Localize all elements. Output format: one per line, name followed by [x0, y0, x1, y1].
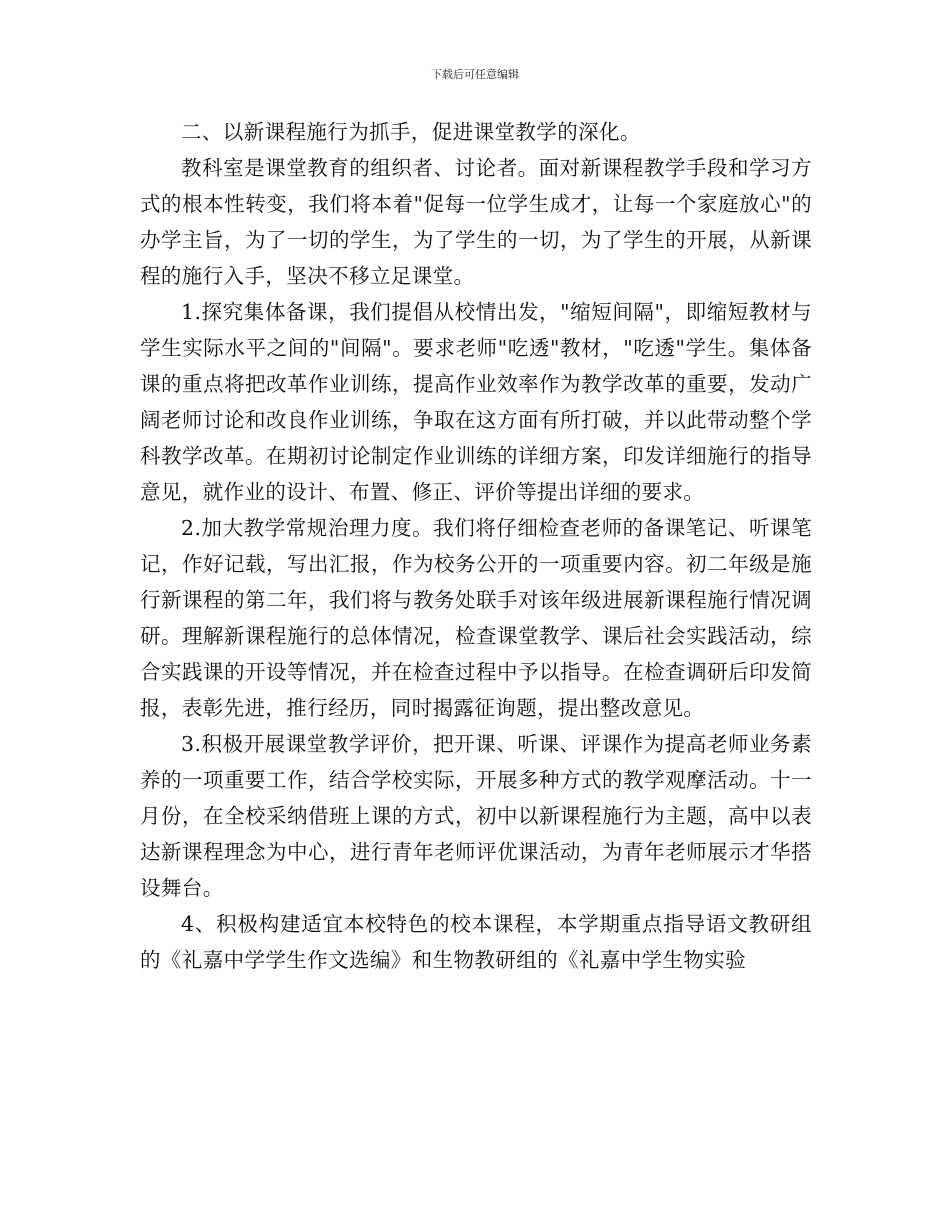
paragraph-item-4: 4、积极构建适宜本校特色的校本课程，本学期重点指导语文教研组的《礼嘉中学学生作文选编》和生物教研组的《礼嘉中学生物实验: [140, 912, 812, 972]
paragraph-item-1: 1.探究集体备课，我们提倡从校情出发，"缩短间隔"，即缩短教材与学生实际水平之间的"间隔"。要求老师"吃透"教材，"吃透"学生。集体备课的重点将把改革作业训练，提高作业效率作为教学改革的重要，发动广阔老师讨论和改良作业训练，争取在这方面有所打破，并以此带动整个学科教学改革。在期初讨论制定作业训练的详细方案，印发详细施行的指导意见，就作业的设计、布置、修正、评价等提出详细的要求。: [140, 300, 812, 504]
section-heading: 二、以新课程施行为抓手，促进课堂教学的深化。: [181, 120, 641, 144]
document-body: [140, 114, 812, 978]
paragraph-intro: 教科室是课堂教育的组织者、讨论者。面对新课程教学手段和学习方式的根本性转变，我们将本着"促每一位学生成才，让每一个家庭放心"的办学主旨，为了一切的学生，为了学生的一切，为了学生的开展，从新课程的施行入手，坚决不移立足课堂。: [140, 156, 812, 288]
paragraph-item-2: 2.加大教学常规治理力度。我们将仔细检查老师的备课笔记、听课笔记，作好记载，写出汇报，作为校务公开的一项重要内容。初二年级是施行新课程的第二年，我们将与教务处联手对该年级进展新课程施行情况调研。理解新课程施行的总体情况，检查课堂教学、课后社会实践活动，综合实践课的开设等情况，并在检查过程中予以指导。在检查调研后印发简报，表彰先进，推行经历，同时揭露征询题，提出整改意见。: [140, 516, 812, 720]
header-note: 下载后可任意编辑: [431, 68, 519, 81]
paragraph-item-3: 3.积极开展课堂教学评价，把开课、听课、评课作为提高老师业务素养的一项重要工作，结合学校实际，开展多种方式的教学观摩活动。十一月份，在全校采纳借班上课的方式，初中以新课程施行为主题，高中以表达新课程理念为中心，进行青年老师评优课活动，为青年老师展示才华搭设舞台。: [140, 732, 812, 900]
